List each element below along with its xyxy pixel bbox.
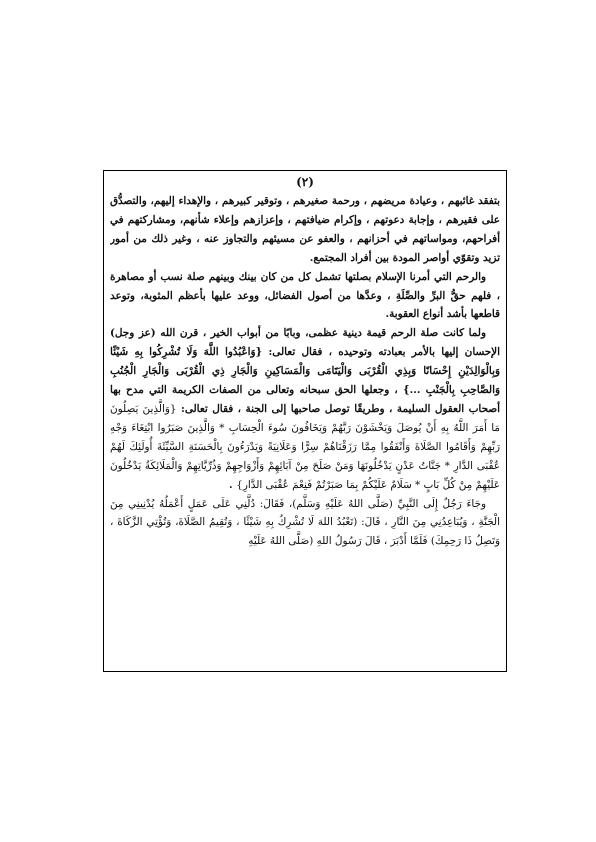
paragraph	[110, 192, 500, 268]
paragraph	[110, 324, 500, 494]
body-text	[110, 192, 500, 667]
quran-verse: {وَالَّذِينَ يَصِلُونَ مَا أَمَرَ اللَّهُ بِهِ أَنْ يُوصَلَ وَيَخْشَوْنَ رَبَّهُمْ وَيَخَافُونَ سُوءَ الْحِسَابِ * وَالَّذِينَ صَبَرُوا ابْتِغَاءَ وَجْهِ رَبِّهِمْ وَأَقَامُوا الصَّلَاةَ وَأَنْفَقُوا مِمَّا رَزَقْنَاهُمْ سِرًّا وَعَلَانِيَةً وَيَدْرَءُونَ بِالْحَسَنَةِ السَّيِّئَةَ أُولَئِكَ لَهُمْ عُقْبَى الدَّارِ * جَنَّاتُ عَدْنٍ يَدْخُلُونَهَا وَمَنْ صَلَحَ مِنْ آبَائِهِمْ وَأَزْوَاجِهِمْ وَذُرِّيَّاتِهِمْ وَالْمَلَائِكَةُ يَدْخُلُونَ عَلَيْهِمْ مِنْ كُلِّ بَابٍ * سَلَامٌ عَلَيْكُمْ بِمَا صَبَرْتُمْ فَنِعْمَ عُقْبَى الدَّارِ}	[110, 402, 500, 491]
paragraph	[110, 268, 500, 325]
hadith-text: وجَاءَ رَجُلٌ إِلَى النَّبِيِّ (صَلَّى اللهُ عَلَيْهِ وَسَلَّم)، فَقَالَ: دُلَّنِي عَلَى عَمَلٍ أَعْمَلُهُ يُدْنِينِي مِنَ الْجَنَّةِ ، وَيُبَاعِدُنِي مِنَ النَّارِ ، قَالَ: (تَعْبُدُ اللهَ لَا تُشْرِكُ بِهِ شَيْئًا ، وَتُقِيمُ الصَّلَاةَ، وَتُؤْتِي الزَّكَاةَ ، وَتَصِلُ ذَا رَحِمِكَ) فَلَمَّا أَدْبَرَ ، قَالَ رَسُولُ اللهِ (صَلَّى اللهُ عَلَيْهِ	[110, 497, 500, 548]
paragraph-text: والرحم التي أمرنا الإسلام بصلتها تشمل كل من كان بينك وبينهم صلة نسب أو مصاهرة ، فلهم حقُّ البرِّ والصِّلَةِ ، وعدَّها من أصول الفضائل، ووعد عليها بأعظم المثوبة، وتوعد قاطعها بأشد أنواع العقوبة.	[110, 270, 500, 321]
page-number: (٢)	[296, 175, 314, 189]
paragraph-text: بتفقد غائبهم ، وعيادة مريضهم ، ورحمة صغيرهم ، وتوقير كبيرهم ، والإهداء إليهم، والتصدُّق على فقيرهم ، وإجابة دعوتهم ، وإكرام ضيافتهم ، وإعزازهم وإعلاء شأنهم، ومشاركتهم في أفراحهم، ومواساتهم في أحزانهم ، والعفو عن مسيئهم والتجاوز عنه ، وغير ذلك من أمور تزيد وتقوّي أواصر المودة بين أفراد المجتمع.	[110, 195, 500, 264]
paragraph-text: ولما كانت صلة الرحم قيمة دينية عظمى، وبابًا من أبواب الخير ، قرن الله (عز وجل) الإحسان إليها بالأمر بعبادته وتوحيده ، فقال تعالى: {وَاعْبُدُوا اللَّهَ وَلَا تُشْرِكُوا بِهِ شَيْئًا وَبِالْوَالِدَيْنِ إِحْسَانًا وَبِذِي الْقُرْبَى وَالْيَتَامَى وَالْمَسَاكِينِ وَالْجَارِ ذِي الْقُرْبَى وَالْجَارِ الْجُنُبِ وَالصَّاحِبِ بِالْجَنْبِ ...} ، وجعلها الحق سبحانه وتعالى من الصفات الكريمة التي مدح بها أصحاب العقول السليمة ، وطريقًا توصل صاحبها إلى الجنة ، فقال تعالى:	[110, 327, 500, 415]
hadith-paragraph	[110, 495, 500, 552]
page-frame	[103, 170, 507, 672]
paragraph-text: .	[228, 478, 233, 491]
